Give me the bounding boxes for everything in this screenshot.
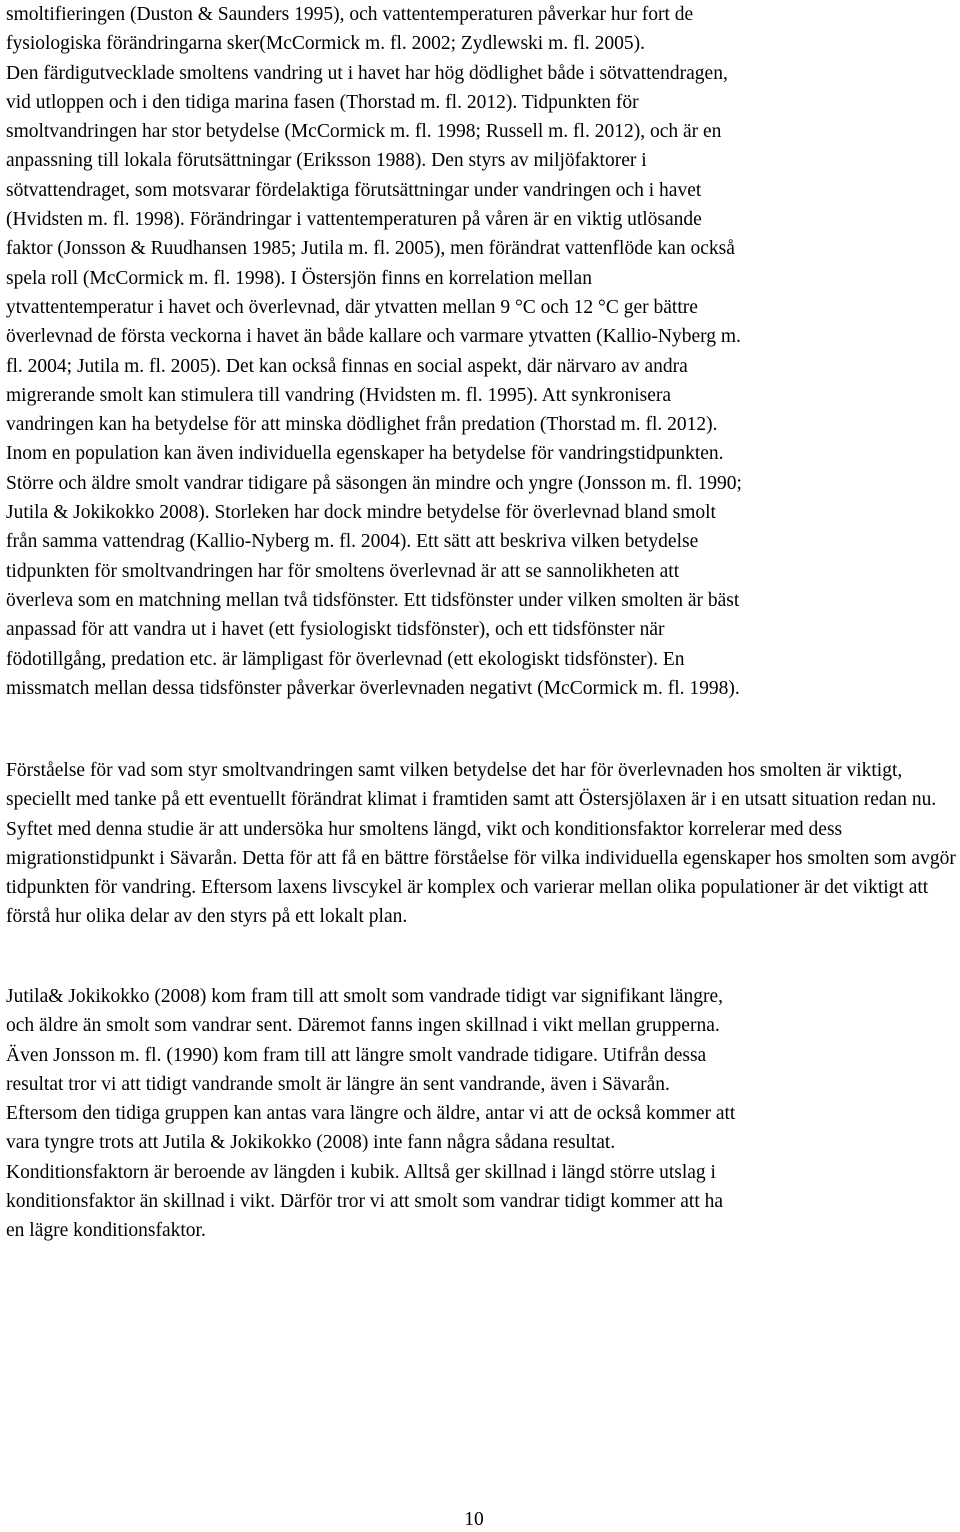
text-line: Konditionsfaktorn är beroende av längden i kubik. Alltså ger skillnad i längd större utslag i (6, 1161, 716, 1183)
text-line: från samma vattendrag (Kallio-Nyberg m. fl. 2004). Ett sätt att beskriva vilken betydelse (6, 531, 699, 553)
paragraph-hypotheses (6, 982, 956, 1246)
text-line: ytvattentemperatur i havet och överlevnad, där ytvatten mellan 9 °C och 12 °C ger bättre (6, 296, 698, 318)
text-line: faktor (Jonsson & Ruudhansen 1985; Jutila m. fl. 2005), men förändrat vattenflöde kan också (6, 238, 735, 260)
text-line: anpassad för att vandra ut i havet (ett fysiologiskt tidsfönster), och ett tidsfönster när (6, 619, 665, 641)
text-line: födotillgång, predation etc. är lämpligast för överlevnad (ett ekologiskt tidsfönster). En (6, 648, 685, 670)
text-line: vandringen kan ha betydelse för att minska dödlighet från predation (Thorstad m. fl. 2012). (6, 414, 718, 436)
text-line: spela roll (McCormick m. fl. 1998). I Östersjön finns en korrelation mellan (6, 267, 592, 289)
text-line: Eftersom den tidiga gruppen kan antas vara längre och äldre, antar vi att de också kommer att (6, 1103, 736, 1125)
text-line: resultat tror vi att tidigt vandrande smolt är längre än sent vandrande, även i Sävarån. (6, 1073, 670, 1095)
text-line: vid utloppen och i den tidiga marina fasen (Thorstad m. fl. 2012). Tidpunkten för (6, 91, 639, 113)
text-line: fysiologiska förändringarna sker(McCormick m. fl. 2002; Zydlewski m. fl. 2005). (6, 33, 646, 55)
text-line: Inom en population kan även individuella egenskaper ha betydelse för vandringstidpunkten. (6, 443, 724, 465)
text-line: överlevnad de första veckorna i havet än både kallare och varmare ytvatten (Kallio-Nyberg m. (6, 326, 741, 348)
text-line: en lägre konditionsfaktor. (6, 1220, 206, 1242)
text-line: Jutila & Jokikokko 2008). Storleken har dock mindre betydelse för överlevnad bland smolt (6, 502, 716, 524)
document-page (6, 0, 956, 1532)
text-line: Den färdigutvecklade smoltens vandring ut i havet har hög dödlighet både i sötvattendragen, (6, 62, 728, 84)
paragraph-smolt-migration-background (6, 0, 956, 703)
text-line: missmatch mellan dessa tidsfönster påverkar överlevnaden negativt (McCormick m. fl. 1998). (6, 677, 740, 699)
text-line: vara tyngre trots att Jutila & Jokikokko (2008) inte fann några sådana resultat. (6, 1132, 616, 1154)
text-line: anpassning till lokala förutsättningar (Eriksson 1988). Den styrs av miljöfaktorer i (6, 150, 647, 172)
text-line: smoltvandringen har stor betydelse (McCormick m. fl. 1998; Russell m. fl. 2012), och är en (6, 121, 722, 143)
page-number: 10 (464, 1509, 484, 1530)
paragraph-study-aim: Förståelse för vad som styr smoltvandringen samt vilken betydelse det har för överlevnaden hos smolten är viktigt, speciellt med tanke på ett eventuellt förändrat klimat i framtiden samt att Östersjölaxen är i en utsatt situation redan nu. Syftet med denna studie är att undersöka hur smoltens längd, vikt och konditionsfaktor korrelerar med dess migrationstidpunkt i Sävarån. Detta för att få en bättre förståelse för vilka individuella egenskaper hos smolten som avgör tidpunkten för vandring. Eftersom laxens livscykel är komplex och varierar mellan olika populationer är det viktigt att förstå hur olika delar av den styrs på ett lokalt plan. (6, 760, 956, 928)
text-line: smoltifieringen (Duston & Saunders 1995), och vattentemperaturen påverkar hur fort de (6, 4, 694, 25)
text-line: migrerande smolt kan stimulera till vandring (Hvidsten m. fl. 1995). Att synkronisera (6, 384, 672, 406)
text-line: Större och äldre smolt vandrar tidigare på säsongen än mindre och yngre (Jonsson m. fl. 1990; (6, 472, 742, 494)
text-line: fl. 2004; Jutila m. fl. 2005). Det kan också finnas en social aspekt, där närvaro av andra (6, 355, 688, 377)
text-line: tidpunkten för smoltvandringen har för smoltens överlevnad är att se sannolikheten att (6, 560, 680, 582)
text-line: sötvattendraget, som motsvarar fördelaktiga förutsättningar under vandringen och i havet (6, 179, 702, 201)
text-line: Jutila& Jokikokko (2008) kom fram till att smolt som vandrade tidigt var signifikant längre, (6, 986, 724, 1007)
text-line: och äldre än smolt som vandrar sent. Däremot fanns ingen skillnad i vikt mellan grupperna. (6, 1015, 720, 1037)
text-line: konditionsfaktor än skillnad i vikt. Därför tror vi att smolt som vandrar tidigt kommer att ha (6, 1191, 724, 1213)
text-line: överleva som en matchning mellan två tidsfönster. Ett tidsfönster under vilken smolten är bäst (6, 589, 740, 611)
text-line: (Hvidsten m. fl. 1998). Förändringar i vattentemperaturen på våren är en viktig utlösande (6, 209, 702, 231)
text-line: Även Jonsson m. fl. (1990) kom fram till att längre smolt vandrade tidigare. Utifrån dessa (6, 1044, 707, 1066)
